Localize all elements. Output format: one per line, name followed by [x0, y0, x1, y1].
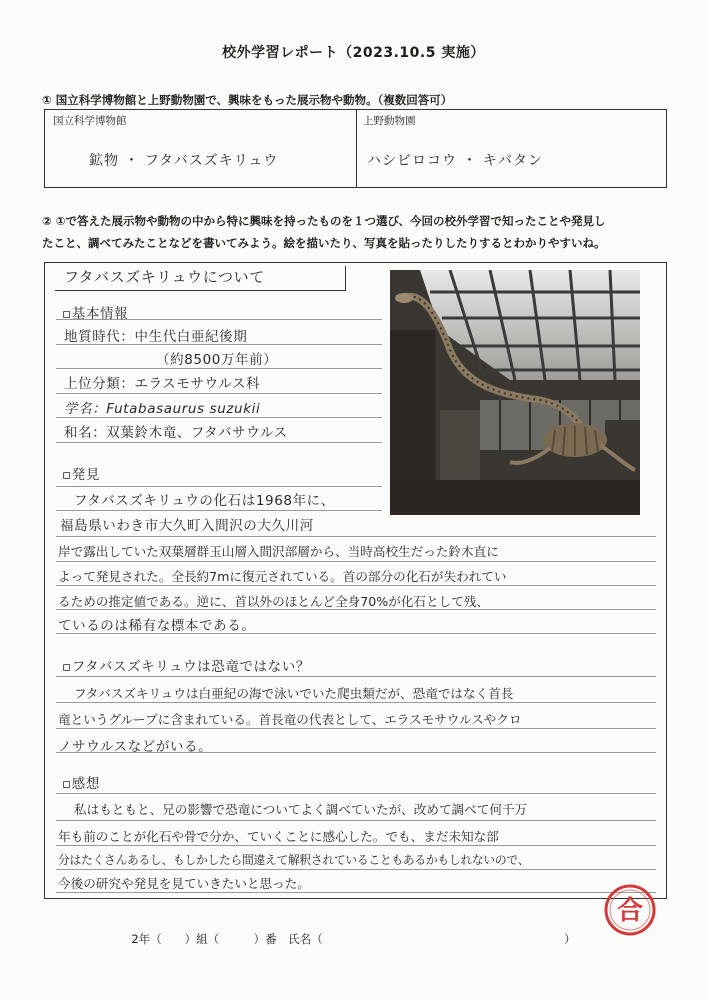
- student-info-line: 2年（ ）組（ ）番 氏名（ ）: [131, 932, 576, 946]
- question-1: ① 国立科学博物館と上野動物園で、興味をもった展示物や動物。（複数回答可）: [42, 93, 453, 107]
- ruled-line: [56, 585, 656, 586]
- impression-line: 年も前のことが化石や骨で分か、ていくことに感心した。でも、まだ未知な部: [58, 829, 499, 844]
- ruled-line: [56, 510, 382, 511]
- ruled-line: [56, 793, 656, 794]
- ruled-line: [56, 442, 382, 443]
- ruled-line: [56, 486, 382, 487]
- question-2-line-2: たこと、調べてみたことなどを書いてみよう。絵を描いたり、写真を貼ったりしたりするとわかりやすいね。: [42, 236, 606, 250]
- answer-table: [44, 109, 667, 188]
- not-dinosaur-heading: ▫フタバスズキリュウは恐竜ではない？: [62, 659, 310, 675]
- ruled-line: [56, 393, 382, 394]
- basic-info-line: 学名：Futabasaurus suzukii: [64, 401, 261, 417]
- ruled-line: [56, 869, 656, 870]
- museum-answer: 鉱物 ・ フタバスズキリュウ: [89, 153, 279, 169]
- discovery-heading: ▫発見: [62, 467, 100, 483]
- question-2-line-1: ② ①で答えた展示物や動物の中から特に興味を持ったものを１つ選び、今回の校外学習で知ったことや発見し: [42, 214, 606, 228]
- ruled-line: [56, 676, 656, 677]
- report-heading: フタバスズキリュウについて: [64, 268, 265, 286]
- impression-line: 今後の研究や発見を見ていきたいと思った。: [58, 876, 310, 891]
- ruled-line: [56, 820, 656, 821]
- discovery-line: 福島県いわき市大久町入間沢の大久川河: [60, 518, 314, 534]
- ruled-line: [56, 561, 656, 562]
- basic-info-line: 和名：双葉鈴木竜、フタバサウルス: [64, 425, 288, 441]
- basic-info-heading: ▫基本情報: [62, 306, 129, 322]
- table-divider: [356, 110, 357, 187]
- skeleton-photo-svg: [390, 270, 640, 515]
- ruled-line: [56, 702, 656, 703]
- basic-info-line: 上位分類：エラスモサウルス科: [64, 376, 261, 392]
- discovery-line: フタバスズキリュウの化石は1968年に、: [74, 493, 335, 509]
- stamp-svg: [603, 883, 657, 937]
- ruled-line: [56, 845, 656, 846]
- skeleton-photo: [390, 270, 640, 515]
- impression-heading: ▫感想: [62, 776, 100, 792]
- ruled-line: [56, 368, 382, 369]
- impression-line: 分はたくさんあるし、もしかしたら間違えて解釈されていることもあるかもしれないので、: [58, 853, 530, 867]
- report-title: 校外学習レポート（2023.10.5 実施）: [222, 45, 485, 61]
- discovery-line: 岸で露出していた双葉層群玉山層入間沢部層から、当時高校生だった鈴木直に: [58, 544, 499, 559]
- discovery-line: ているのは稀有な標本である。: [58, 618, 256, 634]
- question-2: [42, 210, 672, 254]
- zoo-header: 上野動物園: [363, 115, 416, 127]
- approval-stamp: [603, 883, 657, 937]
- zoo-answer: ハシビロコウ ・ キバタン: [367, 153, 543, 169]
- ruled-line: [56, 417, 382, 418]
- ruled-line: [56, 536, 656, 537]
- ruled-line: [56, 728, 656, 729]
- not-dinosaur-line: 竜というグループに含まれている。首長竜の代表として、エラスモサウルスやクロ: [58, 712, 522, 727]
- impression-line: 私はもともと、兄の影響で恐竜についてよく調べていたが、改めて調べて何千万: [74, 802, 528, 817]
- not-dinosaur-line: フタバスズキリュウは白亜紀の海で泳いでいた爬虫類だが、恐竜ではなく首長: [74, 686, 514, 701]
- stamp-text: 合: [616, 896, 644, 926]
- not-dinosaur-line: ノサウルスなどがいる。: [58, 739, 213, 755]
- basic-info-line: （約8500万年前）: [156, 352, 278, 368]
- ruled-line: [56, 892, 656, 893]
- discovery-line: るための推定値である。逆に、首以外のほとんど全身70%が化石として残、: [58, 594, 489, 609]
- museum-header: 国立科学博物館: [53, 115, 127, 127]
- discovery-line: よって発見された。全長約7mに復元されている。首の部分の化石が失われてい: [58, 569, 507, 584]
- basic-info-line: 地質時代：中生代白亜紀後期: [64, 329, 248, 345]
